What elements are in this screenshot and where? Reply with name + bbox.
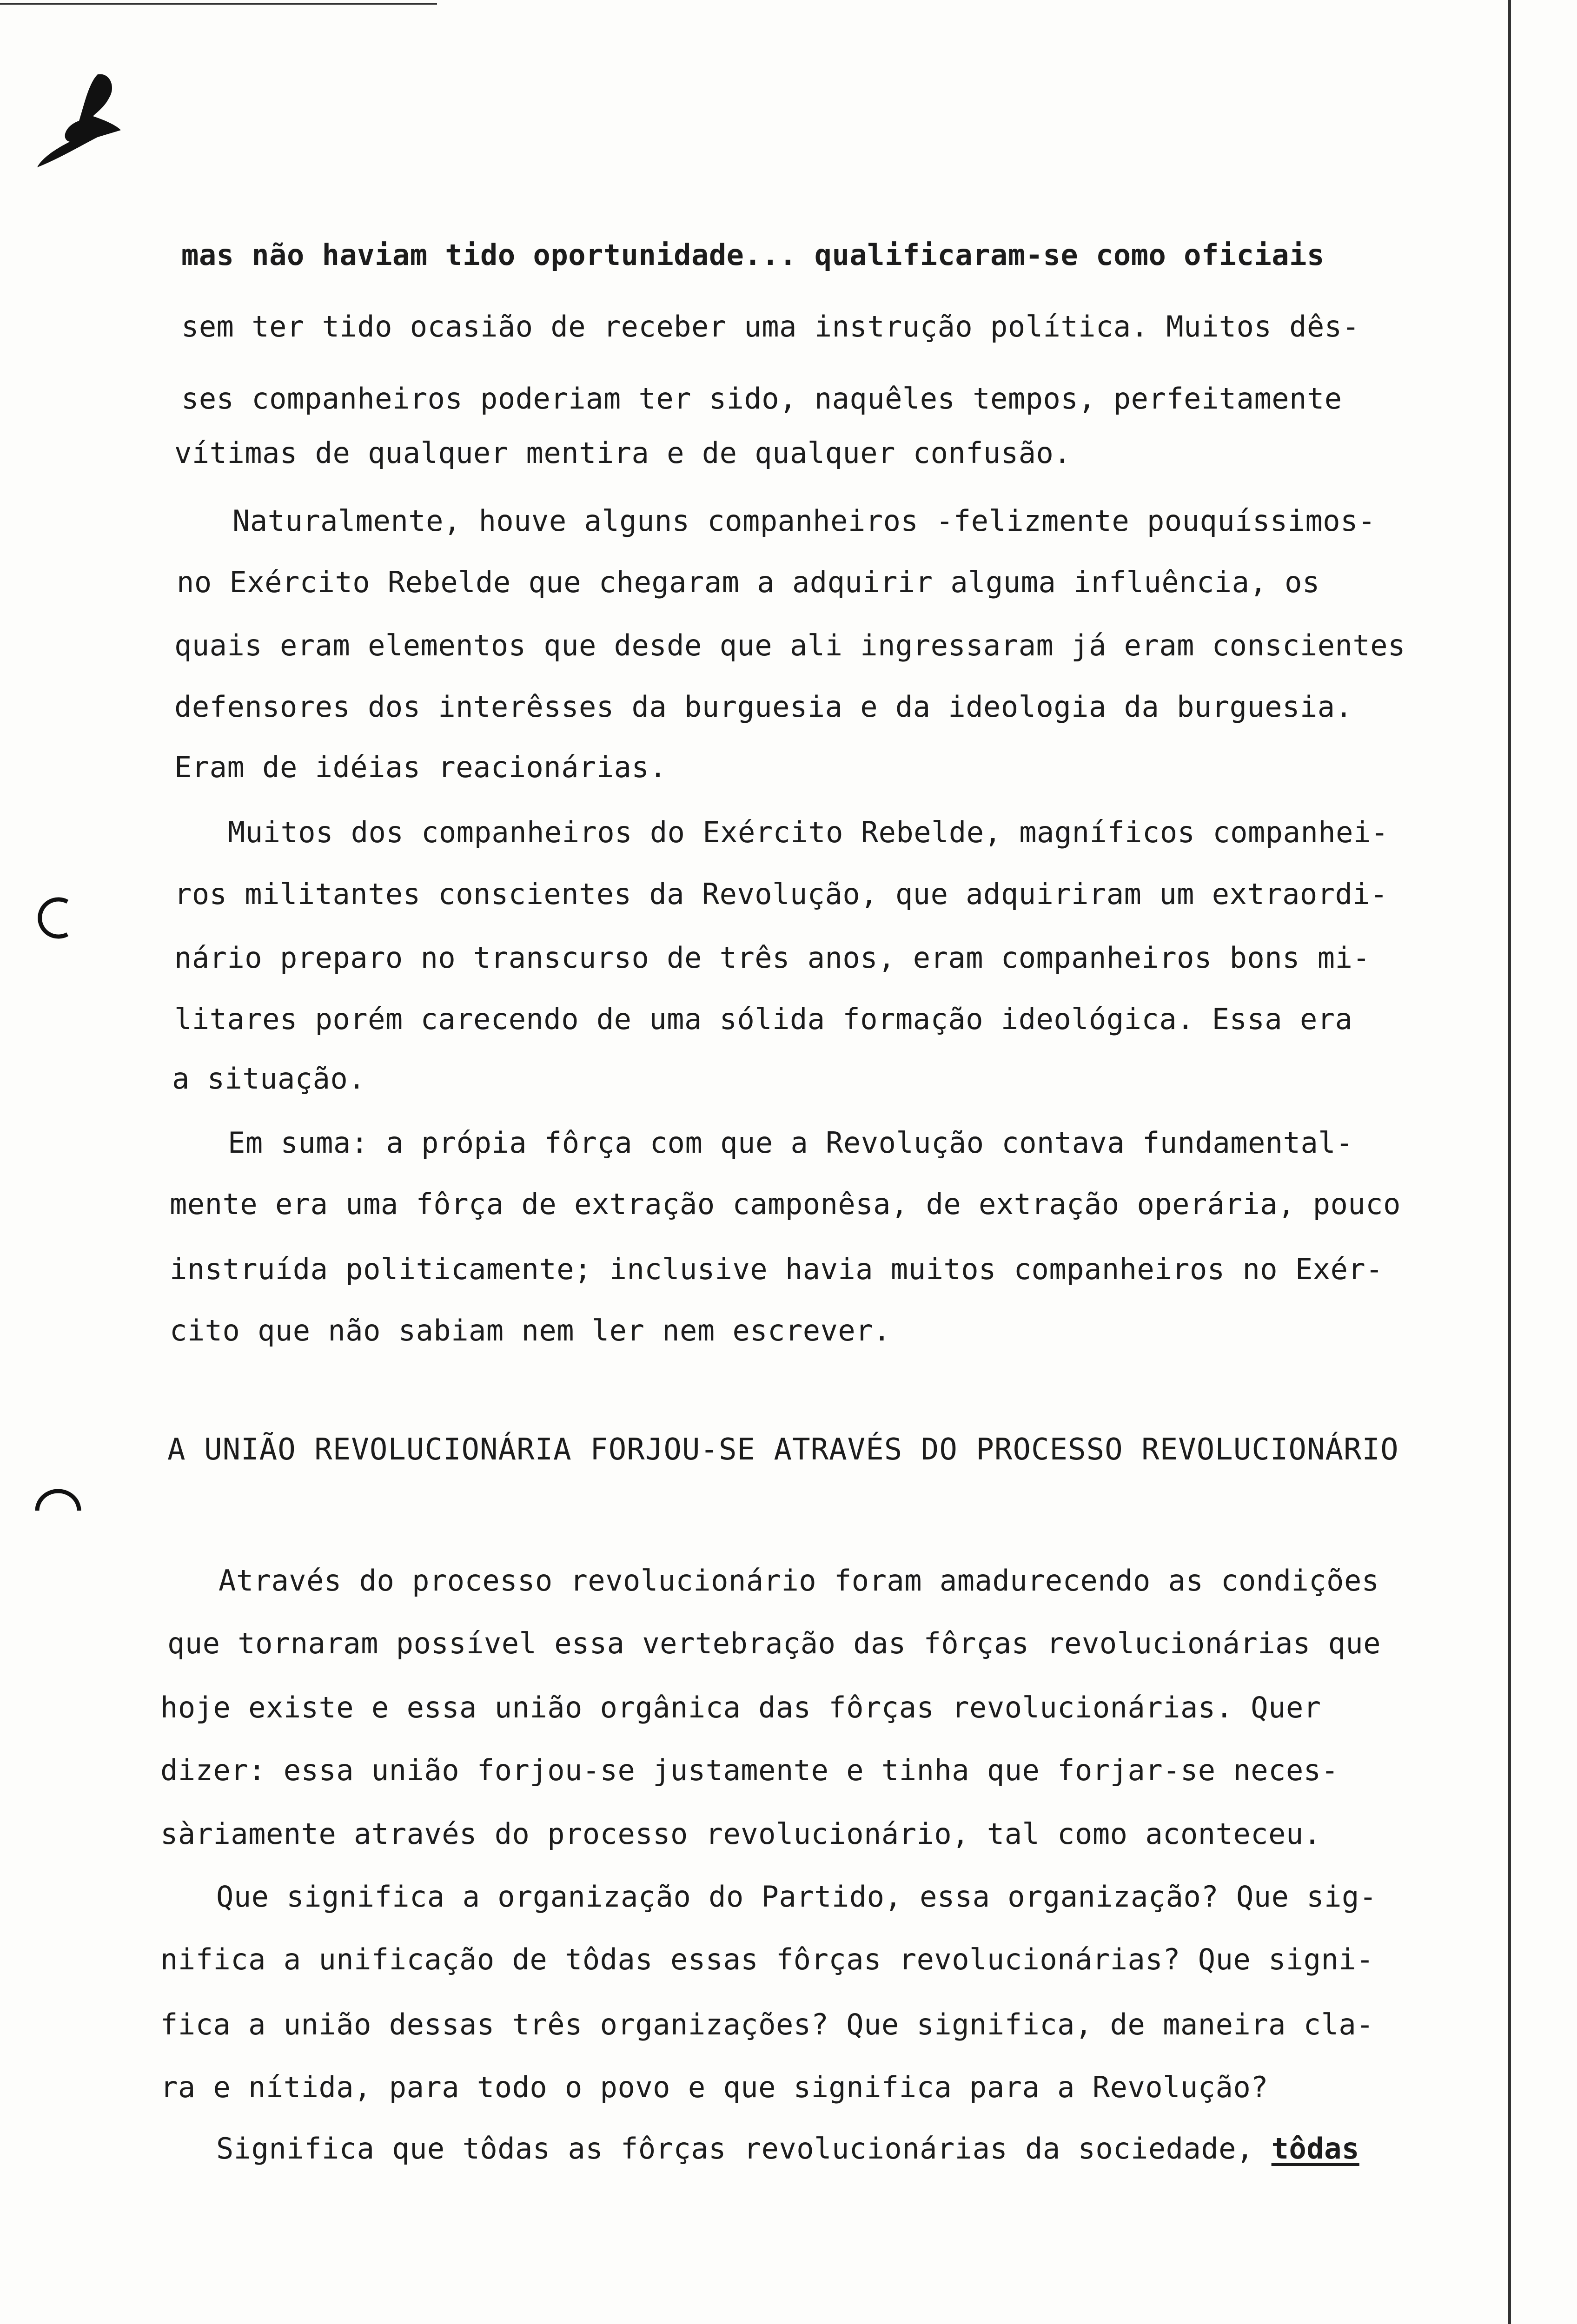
text-line-2: sem ter tido ocasião de receber uma instrução política. Muitos dês- <box>181 310 1360 343</box>
text-line-5: Naturalmente, houve alguns companheiros -felizmente pouquíssimos- <box>232 504 1376 538</box>
text-line-26: fica a união dessas três organizações? Que significa, de maneira cla- <box>160 2007 1374 2041</box>
text-line-18: cito que não sabiam nem ler nem escrever. <box>170 1314 891 1347</box>
text-line-24: Que significa a organização do Partido, essa organização? Que sig- <box>216 1880 1377 1914</box>
top-border-line <box>0 3 437 5</box>
text-line-16: mente era uma fôrça de extração camponêsa, de extração operária, pouco <box>170 1187 1401 1221</box>
text-line-10: Muitos dos companheiros do Exército Rebelde, magníficos companhei- <box>228 815 1389 849</box>
section-heading: A UNIÃO REVOLUCIONÁRIA FORJOU-SE ATRAVÉS DO PROCESSO REVOLUCIONÁRIO <box>167 1433 1399 1467</box>
text-line-20: que tornaram possível essa vertebração das fôrças revolucionárias que <box>167 1626 1381 1660</box>
text-line-28-text: Significa que tôdas as fôrças revolucionárias da sociedade, <box>216 2132 1272 2166</box>
text-line-17: instruída politicamente; inclusive havia muitos companheiros no Exér- <box>170 1252 1384 1286</box>
punch-hole-lower <box>28 1473 88 1525</box>
underlined-word: tôdas <box>1271 2132 1359 2166</box>
text-line-27: ra e nítida, para todo o povo e que significa para a Revolução? <box>160 2070 1269 2104</box>
text-line-3: ses companheiros poderiam ter sido, naquêles tempos, perfeitamente <box>181 382 1342 416</box>
right-margin-line <box>1508 0 1511 2324</box>
text-line-28 <box>216 2132 1359 2166</box>
punch-hole-upper <box>28 892 79 944</box>
text-line-22: dizer: essa união forjou-se justamente e tinha que forjar-se neces- <box>160 1753 1339 1787</box>
text-line-14: a situação. <box>172 1062 366 1096</box>
text-line-8: defensores dos interêsses da burguesia e da ideologia da burguesia. <box>174 690 1353 724</box>
text-line-13: litares porém carecendo de uma sólida formação ideológica. Essa era <box>174 1002 1353 1036</box>
text-line-15: Em suma: a própia fôrça com que a Revolução contava fundamental- <box>228 1126 1353 1160</box>
text-line-4: vítimas de qualquer mentira e de qualquer confusão. <box>174 436 1072 470</box>
text-line-21: hoje existe e essa união orgânica das fôrças revolucionárias. Quer <box>160 1690 1321 1724</box>
text-line-11: ros militantes conscientes da Revolução, que adquiriram um extraordi- <box>174 877 1388 911</box>
text-line-19: Através do processo revolucionário foram amadurecendo as condições <box>219 1564 1379 1598</box>
ink-blot-mark <box>28 70 135 177</box>
text-line-12: nário preparo no transcurso de três anos, eram companheiros bons mi- <box>174 941 1371 975</box>
text-line-7: quais eram elementos que desde que ali ingressaram já eram conscientes <box>174 628 1405 662</box>
text-line-1: mas não haviam tido oportunidade... qualificaram-se como oficiais <box>181 238 1325 272</box>
text-line-9: Eram de idéias reacionárias. <box>174 750 667 784</box>
text-line-23: sàriamente através do processo revolucionário, tal como aconteceu. <box>160 1817 1321 1851</box>
text-line-25: nifica a unificação de tôdas essas fôrças revolucionárias? Que signi- <box>160 1942 1374 1976</box>
text-line-6: no Exército Rebelde que chegaram a adquirir alguma influência, os <box>177 565 1320 599</box>
